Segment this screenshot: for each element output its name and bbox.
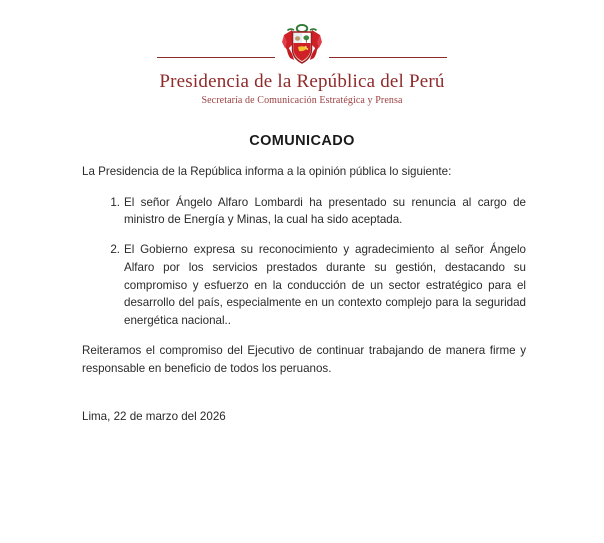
crest-row: [0, 22, 604, 68]
intro-paragraph: La Presidencia de la República informa a la opinión pública lo siguiente:: [82, 164, 452, 178]
closing-paragraph: Reiteramos el compromiso del Ejecutivo de continuar trabajando de manera firme y responsable en beneficio de todos los peruanos.: [82, 343, 526, 375]
peru-coat-of-arms-icon: [281, 22, 323, 68]
letterhead-title: Presidencia de la República del Perú: [159, 71, 445, 92]
letterhead-subtitle: Secretaría de Comunicación Estratégica y Prensa: [201, 94, 403, 106]
letterhead-rule-left: [157, 57, 275, 58]
numbered-list: [82, 194, 526, 330]
list-item: El señor Ángelo Alfaro Lombardi ha presentado su renuncia al cargo de ministro de Energía y Minas, la cual ha sido aceptada.: [124, 195, 526, 227]
document-heading: COMUNICADO: [249, 132, 355, 149]
document-body: [0, 164, 604, 426]
dateline: Lima, 22 de marzo del 2026: [82, 410, 226, 424]
list-item: El Gobierno expresa su reconocimiento y agradecimiento al señor Ángelo Alfaro por los servicios prestados durante su gestión, destacando su compromiso y esfuerzo en la conducción de un sector estratégico para el desarrollo del país, especialmente en un contexto complejo para la seguridad energética nacional..: [124, 243, 526, 328]
letterhead-rule-right: [329, 57, 447, 58]
letterhead: [0, 0, 604, 106]
